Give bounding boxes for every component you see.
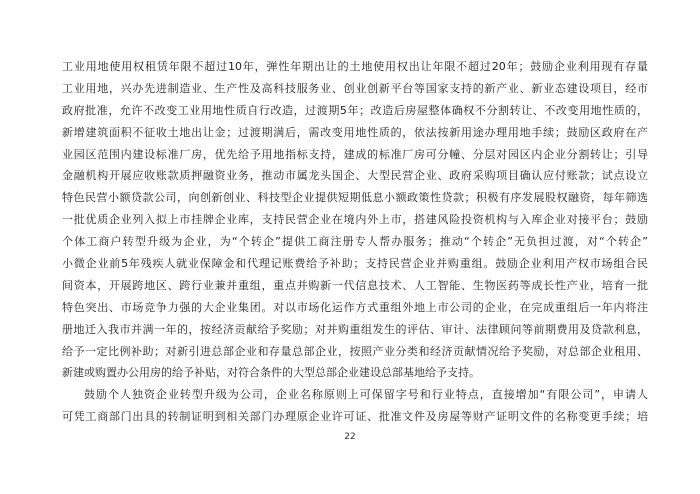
text-line: 间资本，开展跨地区、跨行业兼并重组，重点并购新一代信息技术、人工智能、生物医药等成长性产业，培育一批 <box>62 278 648 292</box>
text-line: 新建或购置办公用房的给予补贴，对符合条件的大型总部企业建设总部基地给予支持。 <box>62 366 480 380</box>
text-line: 鼓励个人独资企业转型升级为公司，企业名称原则上可保留字号和行业特点，直接增加“有限公司”，申请人 <box>84 388 648 402</box>
text-line: 一批优质企业列入拟上市挂牌企业库，支持民营企业在境内外上市，搭建风险投资机构与入库企业对接平台；鼓励 <box>62 213 648 227</box>
text-line: 册地迁入我市并满一年的，按经济贡献给予奖励；对并购重组发生的评估、审计、法律顾问等前期费用及贷款利息， <box>62 322 648 336</box>
text-line: 特色突出、市场竞争力强的大企业集团。对以市场化运作方式重组外地上市公司的企业，在完成重组后一年内将注 <box>62 300 648 314</box>
document-body <box>62 56 648 428</box>
text-line: 可凭工商部门出具的转制证明到相关部门办理原企业许可证、批准文件及房屋等财产证明文件的名称变更手续；培 <box>62 410 648 424</box>
text-line: 特色民营小额贷款公司，向创新创业、科技型企业提供短期低息小额政策性贷款；积极有序发展股权融资，每年筛选 <box>62 191 648 205</box>
text-line: 小微企业前5年残疾人就业保障金和代理记账费给予补助；支持民营企业并购重组。鼓励企业利用产权市场组合民 <box>62 257 648 271</box>
paragraph-sole-proprietorship <box>62 384 648 428</box>
text-line: 金融机构开展应收账款质押融资业务，推动市属龙头国企、大型民营企业、政府采购项目确认应付账款；试点设立 <box>62 169 648 183</box>
paragraph-land-finance-policy <box>62 56 648 384</box>
text-line: 业园区范围内建设标准厂房，优先给予用地指标支持，建成的标准厂房可分幢、分层对园区内企业分割转让；引导 <box>62 147 648 161</box>
text-line: 工业用地，兴办先进制造业、生产性及高科技服务业、创业创新平台等国家支持的新产业、新业态建设项目，经市 <box>62 81 648 95</box>
text-line: 个体工商户转型升级为企业，为“个转企”提供工商注册专人帮办服务；推动“个转企”无负担过渡，对“个转企” <box>62 235 648 249</box>
page-number: 22 <box>344 432 356 442</box>
text-line: 政府批准，允许不改变工业用地性质自行改造，过渡期5年；改造后房屋整体确权不分割转让、不改变用地性质的， <box>62 103 648 117</box>
text-line: 给予一定比例补助；对新引进总部企业和存量总部企业，按照产业分类和经济贡献情况给予奖励，对总部企业租用、 <box>62 344 648 358</box>
text-line: 工业用地使用权租赁年限不超过10年，弹性年期出让的土地使用权出让年限不超过20年；鼓励企业利用现有存量 <box>62 60 648 73</box>
text-line: 新增建筑面积不征收土地出让金；过渡期满后，需改变用地性质的，依法按新用途办理用地手续；鼓励区政府在产 <box>62 125 648 139</box>
